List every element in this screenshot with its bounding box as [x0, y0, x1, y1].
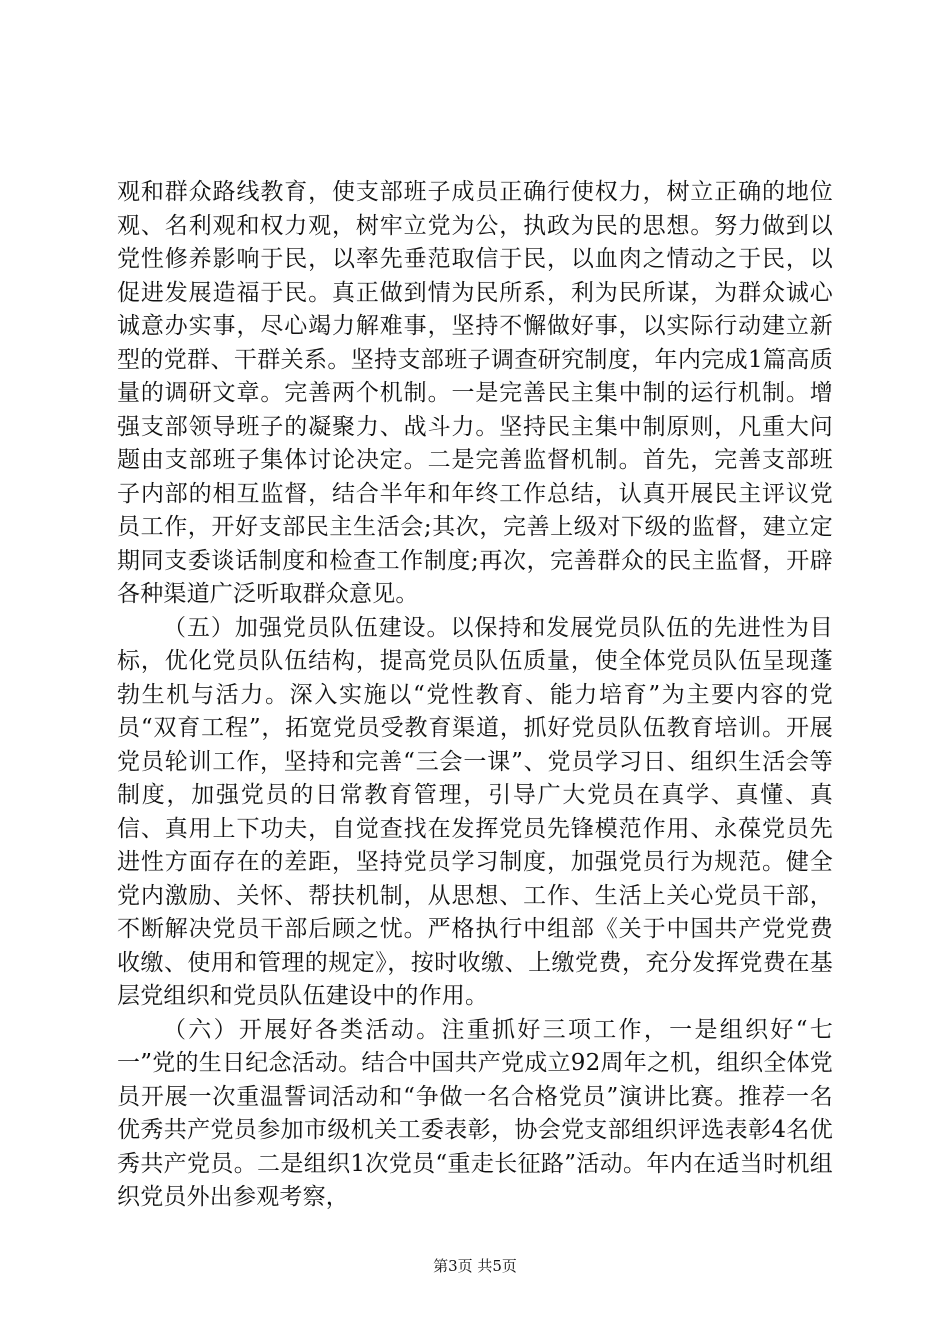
paragraph-3: （六）开展好各类活动。注重抓好三项工作，一是组织好“七一”党的生日纪念活动。结合中国共产党成立92周年之机，组织全体党员开展一次重温誓词活动和“争做一名合格党员”演讲比赛。推荐一名优秀共产党员参加市级机关工委表彰，协会党支部组织评选表彰4名优秀共产党员。二是组织1次党员“重走长征路”活动。年内在适当时机组织党员外出参观考察，: [117, 1016, 833, 1210]
paragraph-2: （五）加强党员队伍建设。以保持和发展党员队伍的先进性为目标，优化党员队伍结构，提高党员队伍质量，使全体党员队伍呈现蓬勃生机与活力。深入实施以“党性教育、能力培育”为主要内容的党员“双育工程”，拓宽党员受教育渠道，抓好党员队伍教育培训。开展党员轮训工作，坚持和完善“三会一课”、党员学习日、组织生活会等制度，加强党员的日常教育管理，引导广大党员在真学、真懂、真信、真用上下功夫，自觉查找在发挥党员先锋模范作用、永葆党员先进性方面存在的差距，坚持党员学习制度，加强党员行为规范。健全党内激励、关怀、帮扶机制，从思想、工作、生活上关心党员干部，不断解决党员干部后顾之忧。严格执行中组部《关于中国共产党党费收缴、使用和管理的规定》，按时收缴、上缴党费，充分发挥党费在基层党组织和党员队伍建设中的作用。: [117, 614, 833, 1009]
page-number-footer: 第3页 共5页: [433, 1257, 517, 1275]
document-body: [117, 176, 833, 1215]
paragraph-1: 观和群众路线教育，使支部班子成员正确行使权力，树立正确的地位观、名利观和权力观，树牢立党为公，执政为民的思想。努力做到以党性修养影响于民，以率先垂范取信于民，以血肉之情动之于民，以促进发展造福于民。真正做到情为民所系，利为民所谋，为群众诚心诚意办实事，尽心竭力解难事，坚持不懈做好事，以实际行动建立新型的党群、干群关系。坚持支部班子调查研究制度，年内完成1篇高质量的调研文章。完善两个机制。一是完善民主集中制的运行机制。增强支部领导班子的凝聚力、战斗力。坚持民主集中制原则，凡重大问题由支部班子集体讨论决定。二是完善监督机制。首先，完善支部班子内部的相互监督，结合半年和年终工作总结，认真开展民主评议党员工作，开好支部民主生活会;其次，完善上级对下级的监督，建立定期同支委谈话制度和检查工作制度;再次，完善群众的民主监督，开辟各种渠道广泛听取群众意见。: [117, 179, 833, 607]
